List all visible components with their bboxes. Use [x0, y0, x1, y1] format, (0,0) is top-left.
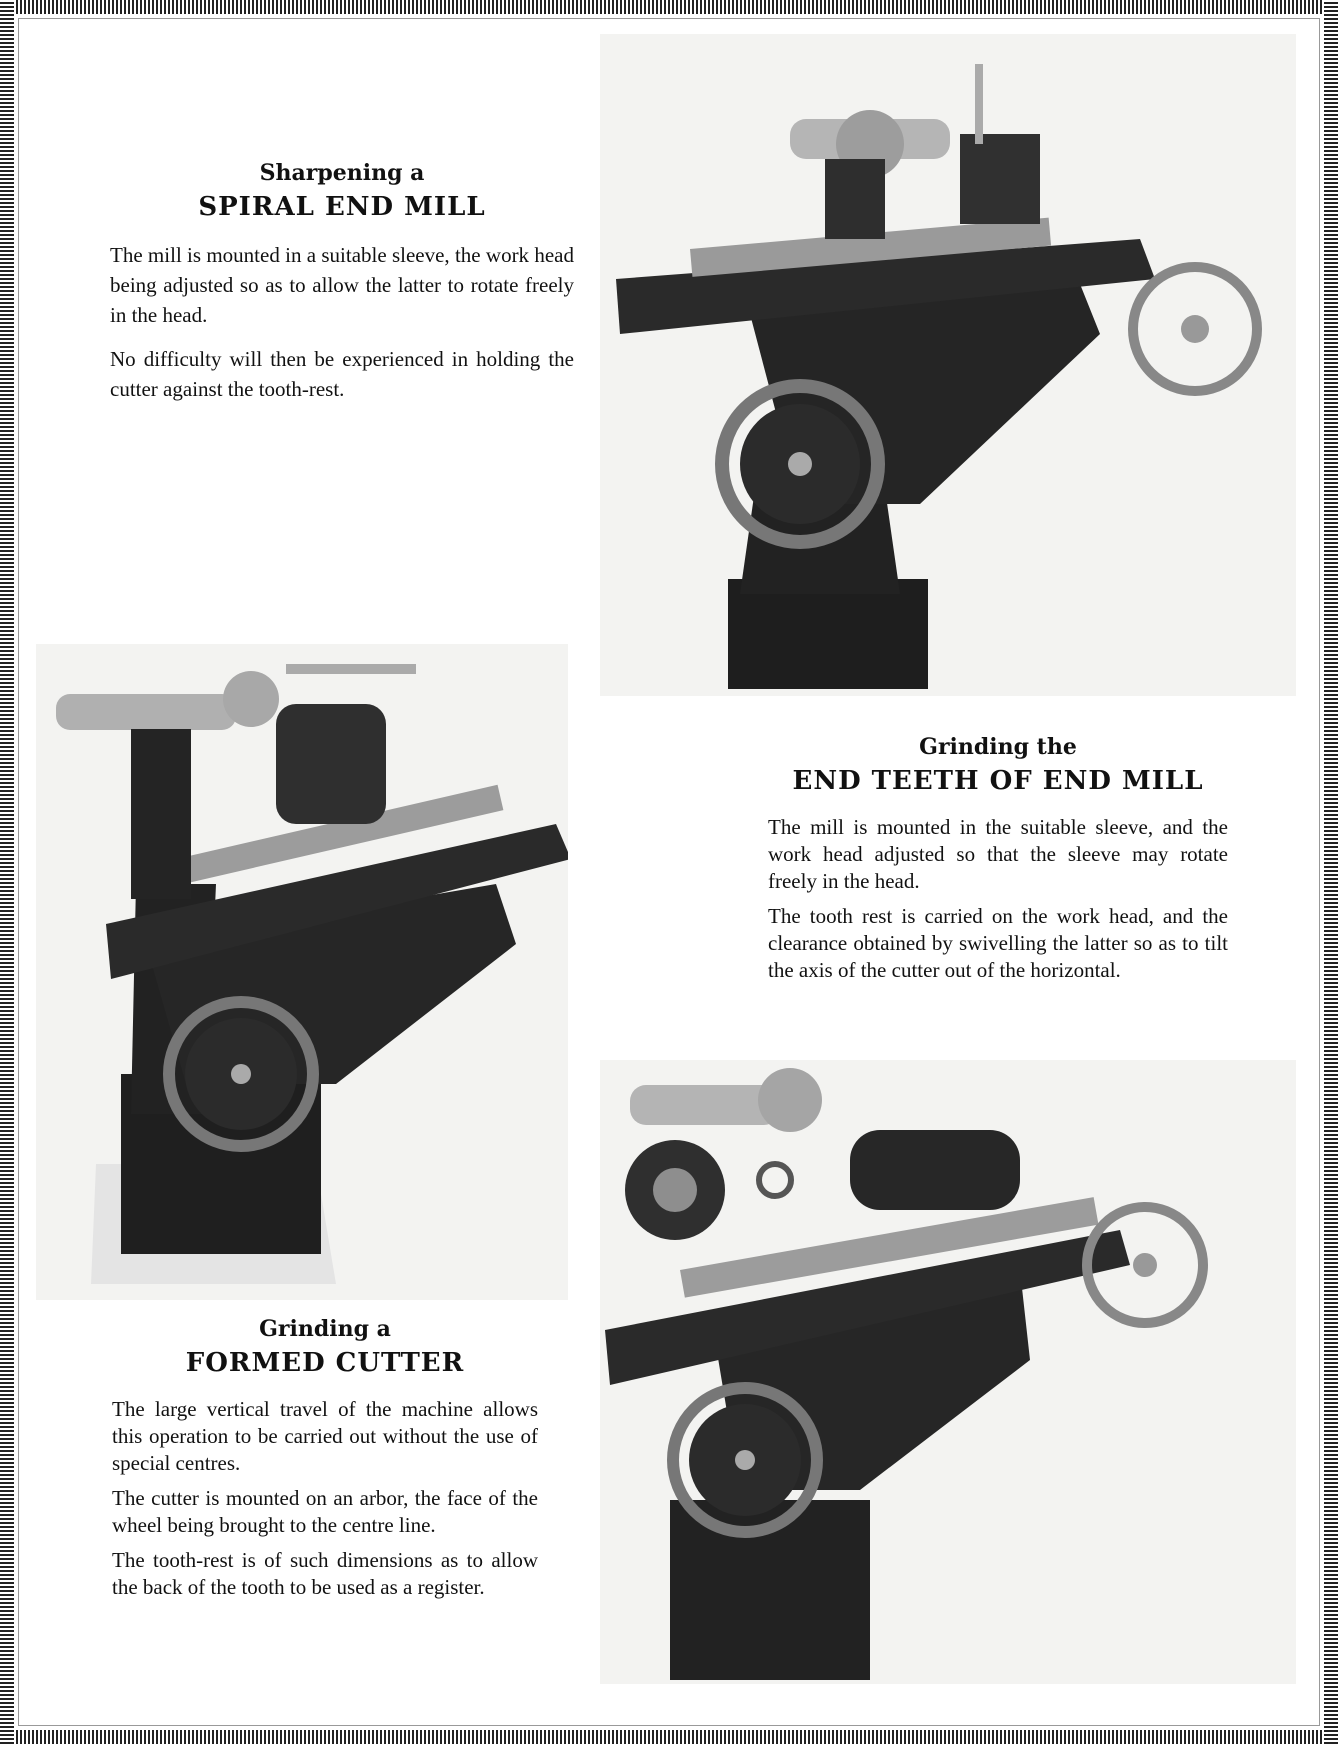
section-kicker: Grinding a — [259, 1316, 391, 1342]
decorative-border-bottom — [0, 1730, 1338, 1744]
section-paragraph: The mill is mounted in the suitable sleeve, and the work head adjusted so that the sleeve may rotate freely in the head. — [768, 815, 1228, 893]
section-heading: END TEETH OF END MILL — [792, 766, 1204, 796]
section-paragraph: No difficulty will then be experienced in holding the cutter against the tooth-rest. — [110, 347, 574, 401]
machine-photo-formed-cutter — [600, 1060, 1296, 1684]
decorative-border-right — [1324, 0, 1338, 1744]
section-spiral-end-mill — [110, 160, 574, 418]
section-kicker: Grinding the — [919, 734, 1077, 760]
decorative-border-left — [0, 0, 14, 1744]
machine-photo-spiral-end-mill — [600, 34, 1296, 696]
section-kicker: Sharpening a — [259, 160, 425, 186]
decorative-border-top — [0, 0, 1338, 14]
machine-photo-end-teeth — [36, 644, 568, 1300]
section-heading: FORMED CUTTER — [185, 1348, 465, 1378]
section-paragraph: The cutter is mounted on an arbor, the face of the wheel being brought to the centre line. — [112, 1486, 538, 1537]
section-end-teeth — [768, 734, 1228, 992]
section-paragraph: The tooth rest is carried on the work head, and the clearance obtained by swivelling the latter so as to tilt the axis of the cutter out of the horizontal. — [768, 904, 1228, 982]
section-heading: SPIRAL END MILL — [198, 192, 486, 222]
section-formed-cutter — [112, 1316, 538, 1609]
section-paragraph: The mill is mounted in a suitable sleeve, the work head being adjusted so as to allow the latter to rotate freely in the head. — [110, 243, 574, 327]
section-paragraph: The large vertical travel of the machine allows this operation to be carried out without the use of special centres. — [112, 1397, 538, 1475]
section-paragraph: The tooth-rest is of such dimensions as to allow the back of the tooth to be used as a register. — [112, 1548, 538, 1599]
